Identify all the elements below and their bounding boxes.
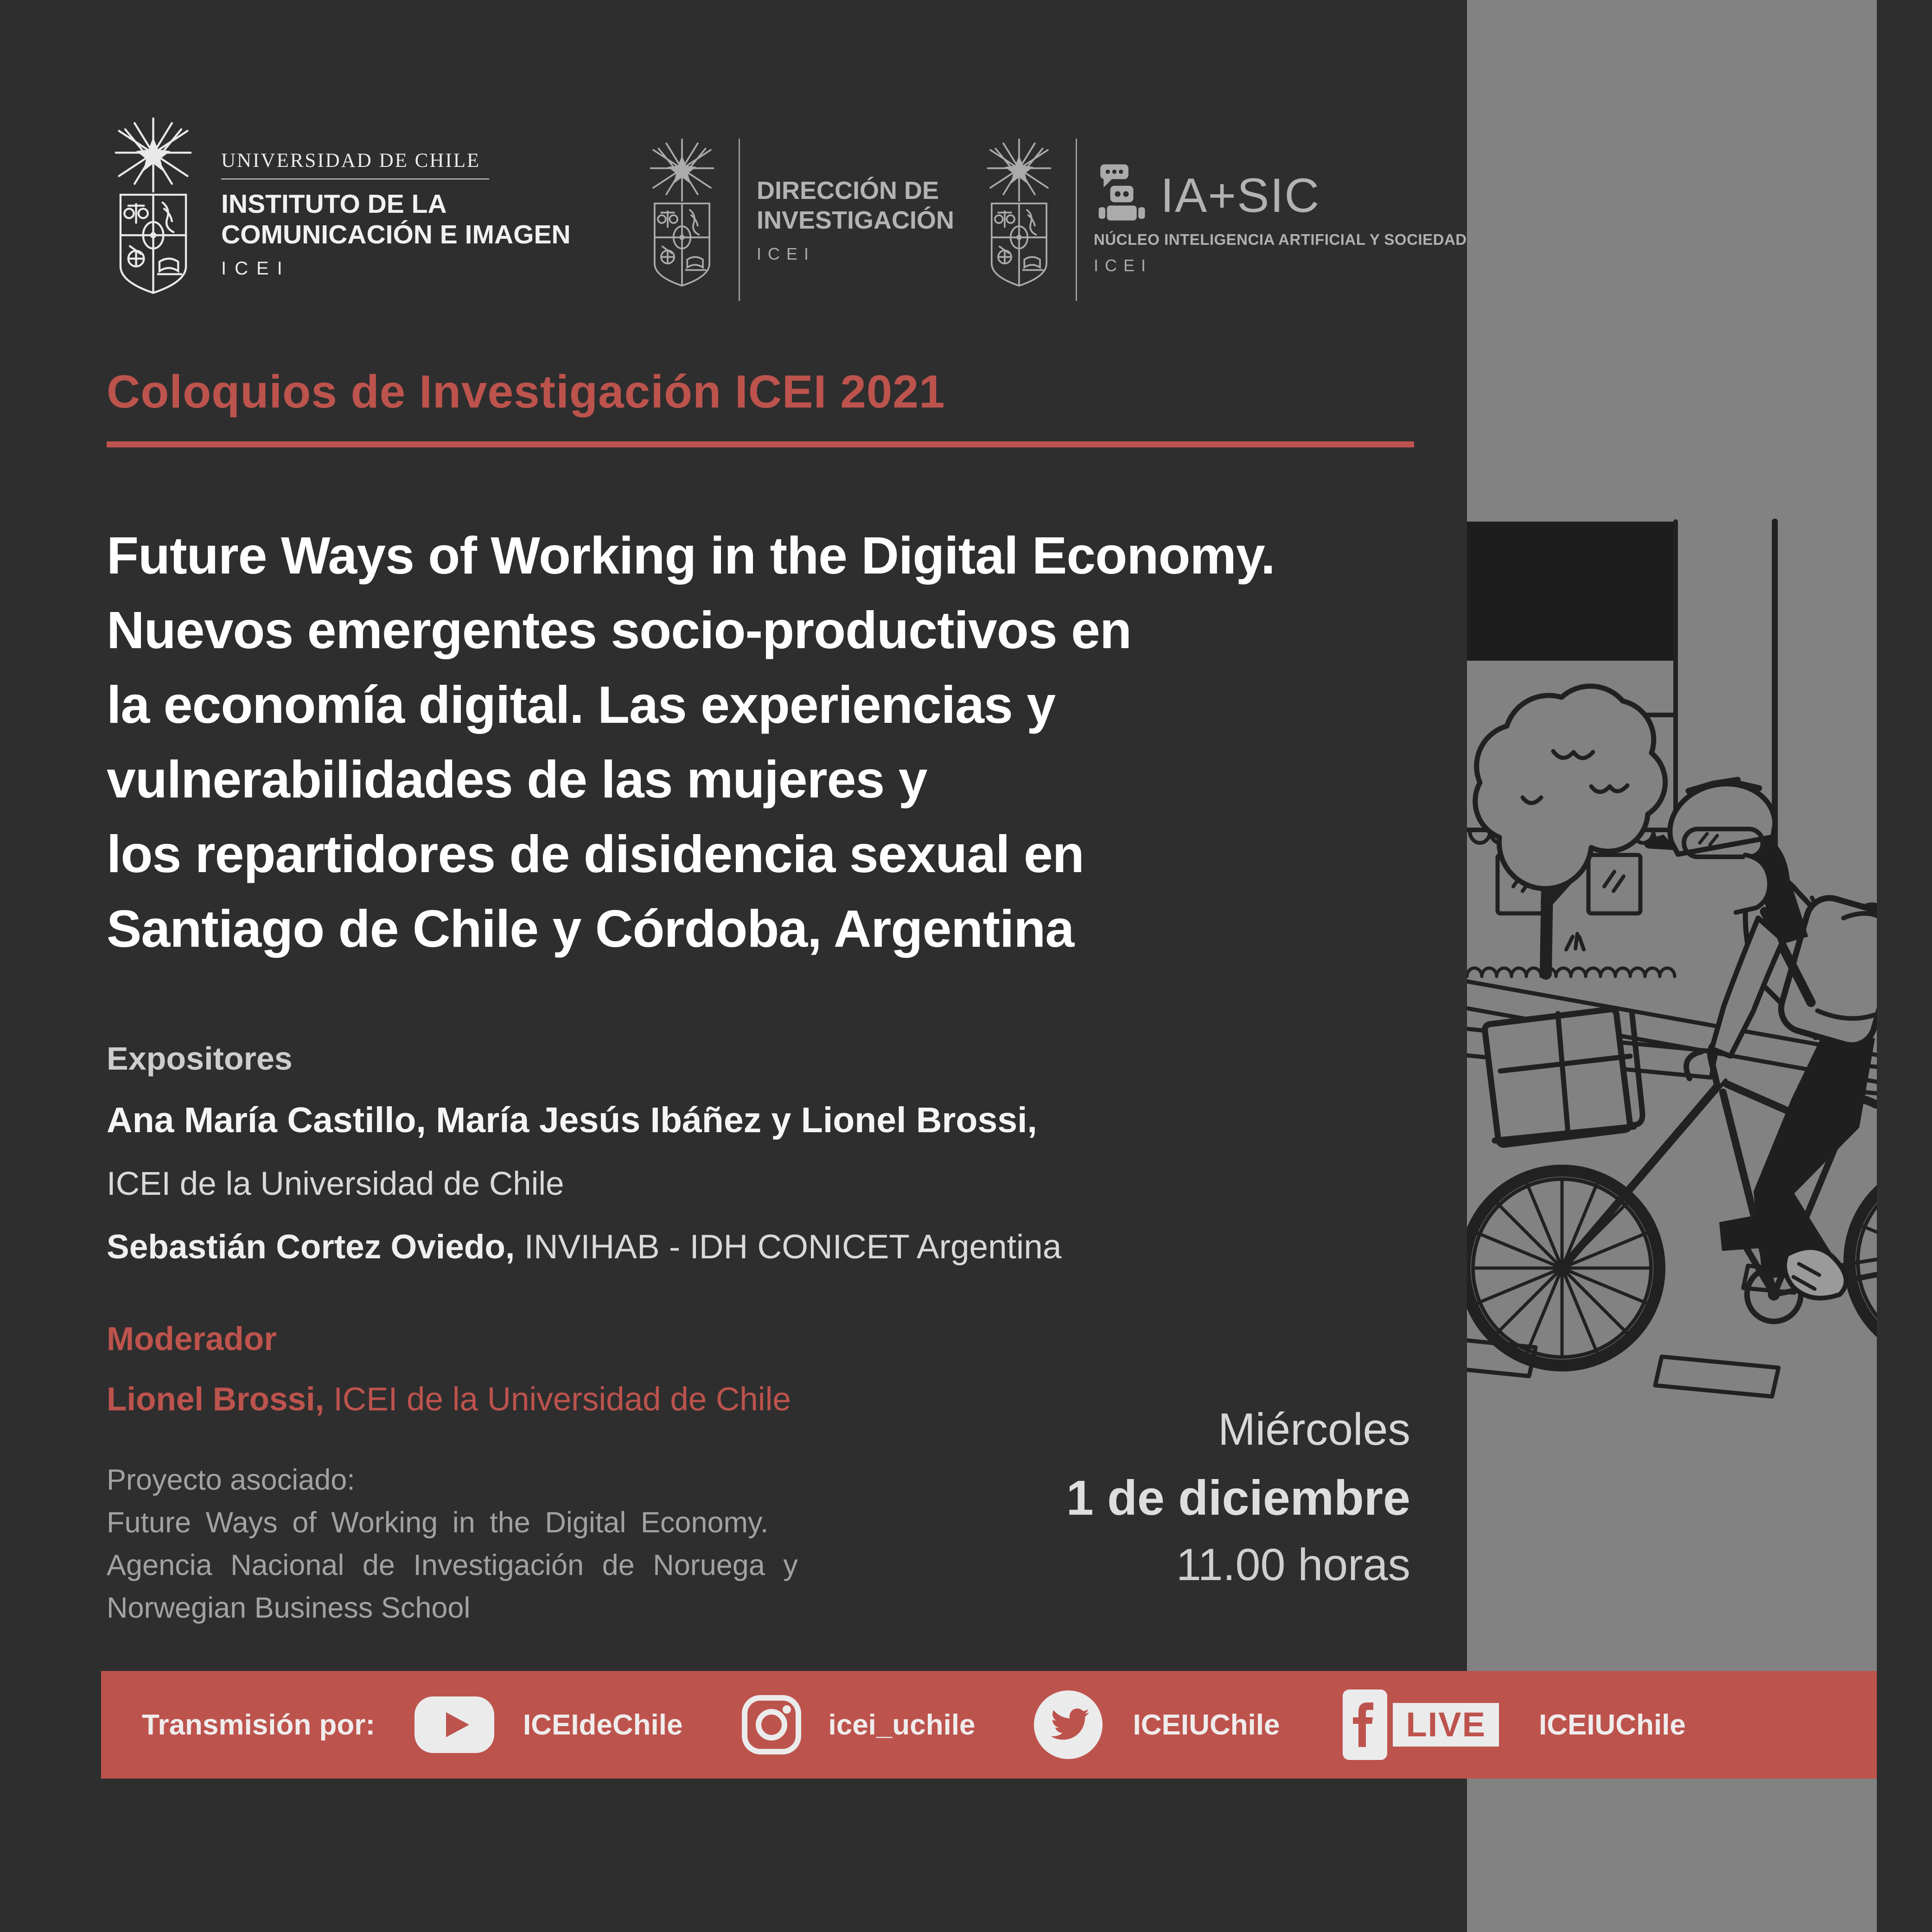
event-title-line: Future Ways of Working in the Digital Economy. (107, 526, 1275, 585)
schedule-block (1066, 1395, 1410, 1598)
rider-face (1736, 855, 1769, 912)
project-line: Agencia Nacional de Investigación de Noruega y (107, 1549, 798, 1581)
speakers-names: Ana María Castillo, María Jesús Ibáñez y Lionel Brossi, (107, 1100, 1037, 1140)
uchile-crest-icon (106, 117, 201, 312)
tree-foliage (1475, 686, 1665, 889)
twitter-handle[interactable]: ICEIUChile (1133, 1709, 1280, 1741)
event-title-line: vulnerabilidades de las mujeres y (107, 750, 927, 809)
facebook-f-icon[interactable] (1343, 1690, 1387, 1760)
package-basket (1484, 1009, 1642, 1146)
broadcast-bar (101, 1671, 1877, 1779)
institute-name-line1: INSTITUTO DE LA (221, 189, 447, 219)
facebook-live-icon[interactable] (1343, 1690, 1498, 1760)
moderator-line (107, 1381, 791, 1418)
series-underline (107, 441, 1414, 447)
window-block (1467, 522, 1675, 661)
grass (1467, 968, 1675, 976)
direccion-line2: INVESTIGACIÓN (757, 206, 955, 234)
logo-universidad-icei (106, 117, 571, 312)
logo-ia-sic (979, 138, 1467, 301)
project-line: Norwegian Business School (107, 1592, 471, 1624)
associated-project (107, 1459, 886, 1629)
iasic-name: IA+SIC (1160, 168, 1320, 223)
moderator-affiliation: ICEI de la Universidad de Chile (324, 1381, 791, 1418)
speakers-heading: Expositores (107, 1040, 293, 1077)
institute-acronym: ICEI (221, 258, 291, 279)
speaker-2-line (107, 1228, 1061, 1266)
schedule-date: 1 de diciembre (1066, 1471, 1410, 1525)
broadcast-label: Transmisión por: (142, 1709, 375, 1741)
iasic-subtitle: NÚCLEO INTELIGENCIA ARTIFICIAL Y SOCIEDAD (1094, 231, 1467, 248)
project-line: Future Ways of Working in the Digital Economy. (107, 1506, 769, 1539)
youtube-icon[interactable] (414, 1696, 494, 1753)
logo-direccion-investigacion (642, 138, 954, 301)
facebook-handle[interactable]: ICEIUChile (1538, 1709, 1686, 1741)
direccion-acronym: ICEI (757, 244, 816, 263)
uchile-crest-icon (642, 138, 722, 301)
schedule-time: 11.00 horas (1176, 1539, 1410, 1590)
speaker-2-name: Sebastián Cortez Oviedo, (107, 1228, 515, 1266)
youtube-handle[interactable]: ICEIdeChile (523, 1709, 683, 1741)
logo-divider (739, 139, 740, 301)
project-heading: Proyecto asociado: (107, 1464, 355, 1496)
event-title-line: Nuevos emergentes socio-productivos en (107, 601, 1132, 659)
delivery-cyclist-illustration (1467, 510, 1877, 1437)
robot-icon (1094, 164, 1147, 227)
logo-divider (1076, 139, 1077, 301)
event-title-line: la economía digital. Las experiencias y (107, 676, 1056, 734)
speaker-2-affiliation: INVIHAB - IDH CONICET Argentina (515, 1228, 1062, 1266)
instagram-icon[interactable] (742, 1695, 801, 1754)
moderator-heading: Moderador (107, 1321, 277, 1358)
live-badge: LIVE (1393, 1703, 1498, 1747)
schedule-day: Miércoles (1218, 1404, 1410, 1454)
iasic-acronym: ICEI (1094, 256, 1153, 275)
moderator-name: Lionel Brossi, (107, 1381, 325, 1418)
event-title-line: los repartidores de disidencia sexual en (107, 825, 1084, 883)
institute-name-line2: COMUNICACIÓN E IMAGEN (221, 220, 571, 249)
twitter-icon[interactable] (1034, 1690, 1103, 1759)
event-title-line: Santiago de Chile y Córdoba, Argentina (107, 899, 1074, 958)
event-title (107, 518, 1275, 966)
instagram-handle[interactable]: icei_uchile (828, 1709, 976, 1741)
series-title: Coloquios de Investigación ICEI 2021 (107, 366, 945, 418)
direccion-line1: DIRECCIÓN DE (757, 177, 939, 204)
speakers-affiliation: ICEI de la Universidad de Chile (107, 1166, 564, 1202)
university-name: UNIVERSIDAD DE CHILE (221, 150, 481, 172)
uchile-crest-icon (979, 138, 1059, 301)
